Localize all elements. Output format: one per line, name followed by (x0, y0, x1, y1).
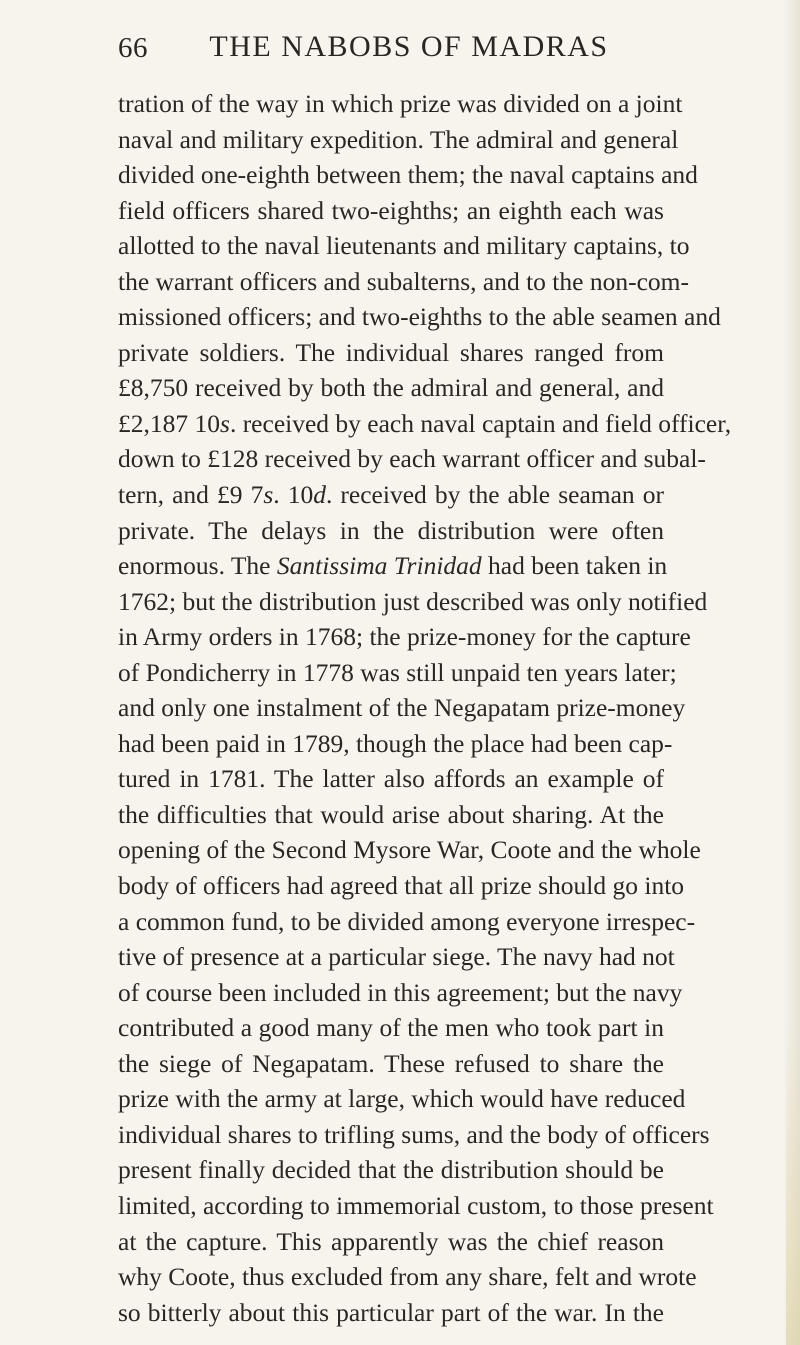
text-line: tured in 1781. The latter also affords an example of (118, 764, 664, 794)
text-line: private soldiers. The individual shares ranged from (118, 337, 664, 367)
text-line: enormous. The Santissima Trinidad had been taken in (118, 551, 668, 581)
text-line: divided one-eighth between them; the naval captains and (118, 160, 698, 190)
text-line: the siege of Negapatam. These refused to share the (118, 1048, 664, 1078)
page-edge-discoloration (786, 1025, 800, 1345)
text-line: down to £128 received by each warrant officer and subal- (118, 444, 706, 474)
text-line: the difficulties that would arise about sharing. At the (118, 799, 664, 829)
text-line: opening of the Second Mysore War, Coote and the whole (118, 835, 701, 865)
text-line: naval and military expedition. The admiral and general (118, 124, 679, 154)
text-line: tive of presence at a particular siege. The navy had not (118, 942, 675, 972)
page-number: 66 (118, 32, 148, 64)
text-line: tern, and £9 7s. 10d. received by the able seaman or (118, 480, 664, 510)
text-line: missioned officers; and two-eighths to the able seamen and (118, 302, 721, 332)
text-line: field officers shared two-eighths; an eighth each was (118, 195, 664, 225)
text-line: 1762; but the distribution just described was only notified (118, 586, 708, 616)
text-line: contributed a good many of the men who took part in (118, 1013, 664, 1043)
text-line: a common fund, to be divided among everyone irrespec- (118, 906, 696, 936)
text-line: why Coote, thus excluded from any share, felt and wrote (118, 1262, 697, 1292)
text-line: at the capture. This apparently was the chief reason (118, 1226, 664, 1256)
text-line: the warrant officers and subalterns, and to the non-com- (118, 266, 689, 296)
text-line: body of officers had agreed that all prize should go into (118, 871, 685, 901)
text-line: in Army orders in 1768; the prize-money for the capture (118, 622, 691, 652)
text-line: £2,187 10s. received by each naval captain and field officer, (118, 408, 732, 438)
text-line: private. The delays in the distribution were often (118, 515, 664, 545)
text-line: £8,750 received by both the admiral and general, and (118, 373, 664, 403)
text-line: and only one instalment of the Negapatam prize-money (118, 693, 686, 723)
text-line: had been paid in 1789, though the place had been cap- (118, 728, 673, 758)
body-text (118, 86, 732, 1330)
text-line: so bitterly about this particular part of the war. In the (118, 1297, 664, 1327)
page-header (118, 30, 664, 74)
text-line: present finally decided that the distribution should be (118, 1155, 664, 1185)
text-line: tration of the way in which prize was divided on a joint (118, 89, 683, 118)
text-line: individual shares to trifling sums, and the body of officers (118, 1119, 710, 1149)
running-head: THE NABOBS OF MADRAS (209, 30, 609, 63)
text-line: prize with the army at large, which would have reduced (118, 1084, 686, 1114)
text-line: limited, according to immemorial custom, to those present (118, 1190, 714, 1220)
text-line: of Pondicherry in 1778 was still unpaid ten years later; (118, 657, 677, 687)
text-line: of course been included in this agreement; but the navy (118, 977, 683, 1007)
text-line: allotted to the naval lieutenants and military captains, to (118, 231, 690, 261)
